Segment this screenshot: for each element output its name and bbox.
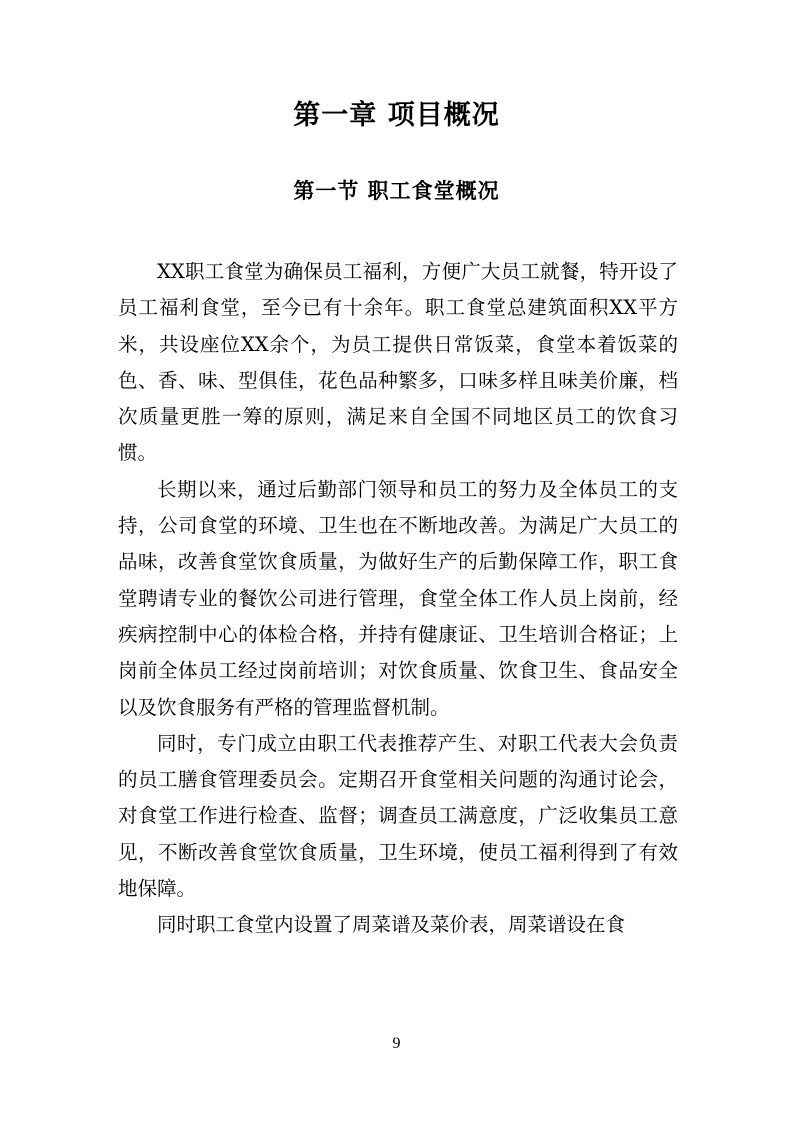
paragraph-1: XX职工食堂为确保员工福利，方便广大员工就餐，特开设了员工福利食堂，至今已有十余年。职工食堂总建筑面积XX平方米，共设座位XX余个，为员工提供日常饭菜，食堂本着饭菜的色、香、味、型俱佳，花色品种繁多，口味多样且味美价廉，档次质量更胜一筹的原则，满足来自全国不同地区员工的饮食习惯。 bbox=[118, 260, 678, 465]
paragraph-3: 同时，专门成立由职工代表推荐产生、对职工代表大会负责的员工膳食管理委员会。定期召开食堂相关问题的沟通讨论会，对食堂工作进行检查、监督；调查员工满意度，广泛收集员工意见，不断改善食堂饮食质量，卫生环境，使员工福利得到了有效地保障。 bbox=[118, 731, 678, 901]
page-number: 9 bbox=[392, 1035, 401, 1052]
body-text bbox=[118, 254, 678, 944]
section-title: 第一节 职工食堂概况 bbox=[293, 179, 500, 203]
chapter-title: 第一章 项目概况 bbox=[293, 100, 500, 131]
paragraph-4: 同时职工食堂内设置了周菜谱及菜价表，周菜谱设在食 bbox=[157, 913, 626, 937]
paragraph-2: 长期以来，通过后勤部门领导和员工的努力及全体员工的支持，公司食堂的环境、卫生也在不断地改善。为满足广大员工的品味，改善食堂饮食质量，为做好生产的后勤保障工作，职工食堂聘请专业的餐饮公司进行管理，食堂全体工作人员上岗前，经疾病控制中心的体检合格，并持有健康证、卫生培训合格证；上岗前全体员工经过岗前培训；对饮食质量、饮食卫生、食品安全以及饮食服务有严格的管理监督机制。 bbox=[118, 477, 678, 719]
